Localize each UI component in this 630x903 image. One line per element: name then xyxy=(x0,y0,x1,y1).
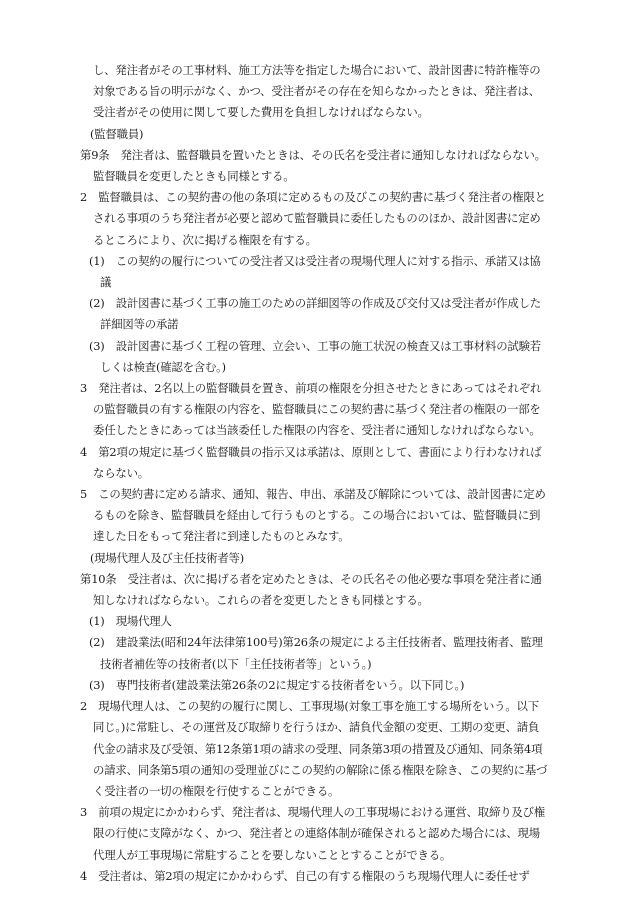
article-10-item-2: (2) 建設業法(昭和24年法律第100号)第26条の規定による主任技術者、監理技術者、監理技術者補佐等の技術者(以下「主任技術者等」という。) xyxy=(89,635,543,671)
section-heading-supervisor: (監督職員) xyxy=(90,126,144,141)
article-10-paragraph-2: 2 現場代理人は、この契約の履行に関し、工事現場(対象工事を施工する場所をいう。以下同じ。)に常駐し、その運営及び取締りを行うほか、請負代金額の変更、工期の変更、請負代金の請求及び受領、第12条第1項の請求の受理、同条第3項の措置及び通知、同条第4項の請求、同条第5項の通知の受理並びにこの契約の解除に係る権限を除き、この契約に基づく受注者の一切の権限を行使することができる。 xyxy=(80,699,548,798)
article-9-paragraph-2: 2 監督職員は、この契約書の他の条項に定めるもの及びこの契約書に基づく発注者の権限とされる事項のうち発注者が必要と認めて監督職員に委任したもののほか、設計図書に定めるところにより、次に掲げる権限を有する。 xyxy=(80,190,546,247)
article-9-item-2: (2) 設計図書に基づく工事の施工のための詳細図等の作成及び交付又は受注者が作成した詳細図等の承諾 xyxy=(89,296,541,332)
article-9-item-3: (3) 設計図書に基づく工程の管理、立会い、工事の施工状況の検査又は工事材料の試験若しくは検査(確認を含む。) xyxy=(89,338,541,374)
article-10-item-3: (3) 専門技術者(建設業法第26条の2に規定する技術者をいう。以下同じ。) xyxy=(89,677,465,692)
article-10: 第10条 受注者は、次に掲げる者を定めたときは、その氏名その他必要な事項を発注者に通知しなければならない。これらの者を変更したときも同様とする。 xyxy=(80,571,542,608)
article-10-paragraph-3: 3 前項の規定にかかわらず、発注者は、現場代理人の工事現場における運営、取締り及び権限の行使に支障がなく、かつ、発注者との連絡体制が確保されると認めた場合には、現場代理人が工事現場に常駐することを要しないこととすることができる。 xyxy=(80,805,545,862)
section-heading-site-agent: (現場代理人及び主任技術者等) xyxy=(90,550,244,565)
article-9-paragraph-5: 5 この契約書に定める請求、通知、報告、申出、承諾及び解除については、設計図書に定めるものを除き、監督職員を経由して行うものとする。この場合においては、監督職員に到達した日をもって発注者に到達したものとみなす。 xyxy=(80,487,546,544)
document-body xyxy=(80,60,550,887)
article-10-paragraph-4: 4 受注者は、第2項の規定にかかわらず、自己の有する権限のうち現場代理人に委任せず xyxy=(80,868,530,883)
article-9-paragraph-3: 3 発注者は、2名以上の監督職員を置き、前項の権限を分担させたときにあってはそれぞれの監督職員の有する権限の内容を、監督職員にこの契約書に基づく発注者の権限の一部を委任したときにあっては当該委任した権限の内容を、受注者に通知しなければならない。 xyxy=(80,381,542,438)
article-9-paragraph-4: 4 第2項の規定に基づく監督職員の指示又は承諾は、原則として、書面により行わなければならない。 xyxy=(80,444,542,480)
article-10-item-1: (1) 現場代理人 xyxy=(89,614,172,629)
article-9: 第9条 発注者は、監督職員を置いたときは、その氏名を受注者に通知しなければならない。監督職員を変更したときも同様とする。 xyxy=(80,147,546,184)
continued-paragraph: し、発注者がその工事材料、施工方法等を指定した場合において、設計図書に特許権等の対象である旨の明示がなく、かつ、受注者がその存在を知らなかったときは、発注者は、受注者がその使用に関して要した費用を負担しなければならない。 xyxy=(93,63,541,120)
article-9-item-1: (1) この契約の履行についての受注者又は受注者の現場代理人に対する指示、承諾又は協議 xyxy=(89,253,541,290)
